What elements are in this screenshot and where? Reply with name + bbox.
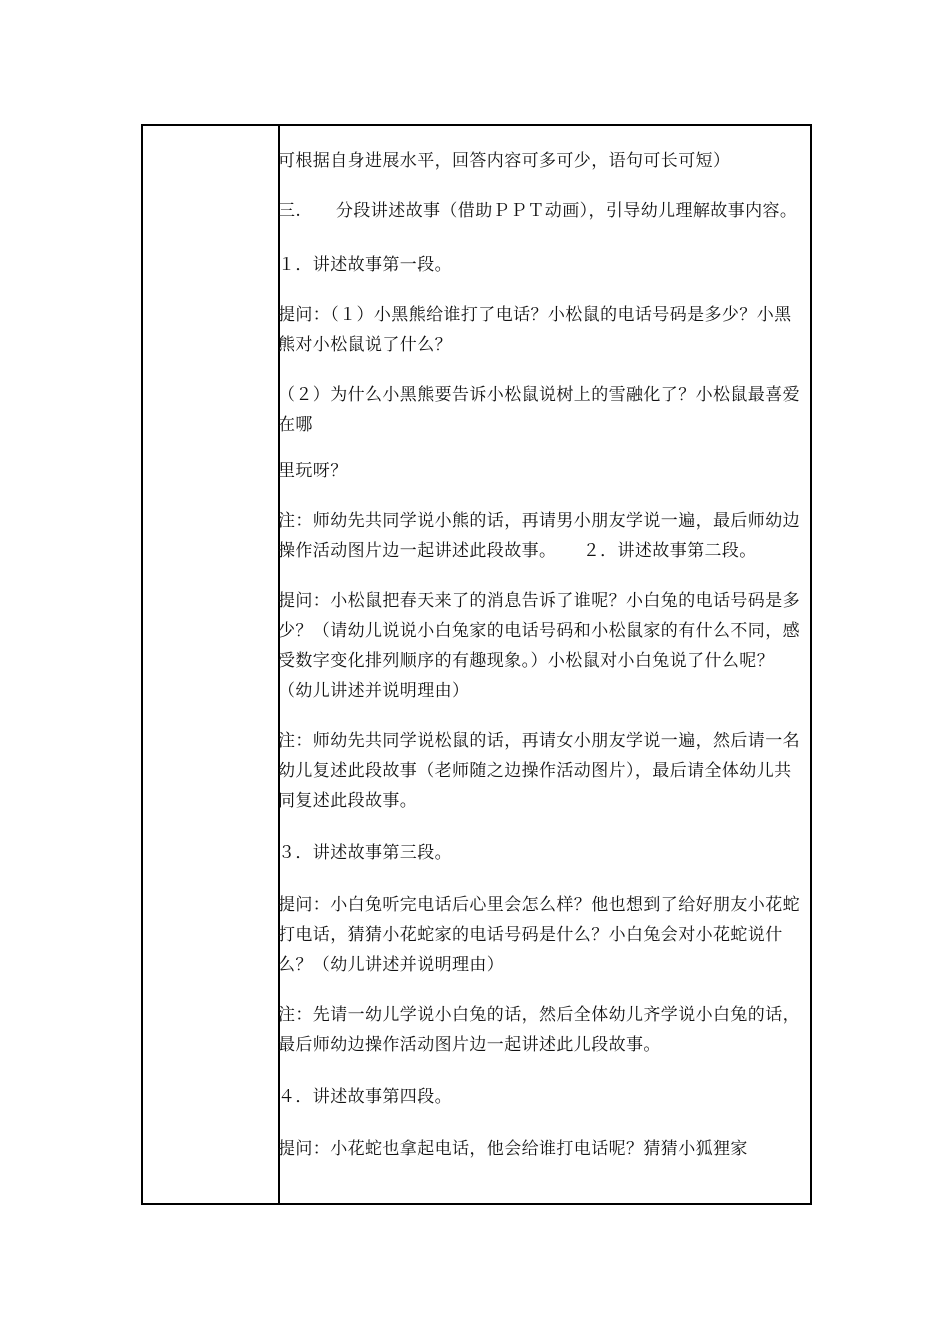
paragraph-14: 提问：小花蛇也拿起电话，他会给谁打电话呢？猜猜小狐狸家: [278, 1139, 748, 1159]
paragraph-4: 提问：（１）小黑熊给谁打了电话？小松鼠的电话号码是多少？小黑熊对小松鼠说了什么？: [278, 305, 792, 355]
paragraph-10: ３．讲述故事第三段。: [278, 843, 452, 863]
right-column-content: [278, 146, 808, 1164]
paragraph-6: 里玩呀？: [278, 461, 348, 481]
paragraph-3: １．讲述故事第一段。: [278, 255, 452, 275]
paragraph-12: 注：先请一幼儿学说小白兔的话，然后全体幼儿齐学说小白兔的话，最后师幼边操作活动图片边一起讲述此儿段故事。: [278, 1005, 800, 1055]
paragraph-11: 提问：小白兔听完电话后心里会怎么样？他也想到了给好朋友小花蛇打电话，猜猜小花蛇家的电话号码是什么？小白兔会对小花蛇说什么？（幼儿讲述并说明理由）: [278, 895, 800, 975]
paragraph-2: 三. 分段讲述故事（借助ＰＰＴ动画），引导幼儿理解故事内容。: [278, 201, 798, 221]
left-column-cell: [143, 126, 278, 1203]
paragraph-7: 注：师幼先共同学说小熊的话，再请男小朋友学说一遍，最后师幼边操作活动图片边一起讲述此段故事。 ２．讲述故事第二段。: [278, 511, 800, 561]
paragraph-9: 注：师幼先共同学说松鼠的话，再请女小朋友学说一遍，然后请一名幼儿复述此段故事（老师随之边操作活动图片），最后请全体幼儿共同复述此段故事。: [278, 731, 800, 811]
paragraph-13: ４．讲述故事第四段。: [278, 1087, 452, 1107]
paragraph-5: （２）为什么小黑熊要告诉小松鼠说树上的雪融化了？小松鼠最喜爱在哪: [278, 385, 800, 435]
paragraph-8: 提问：小松鼠把春天来了的消息告诉了谁呢？小白兔的电话号码是多少？（请幼儿说说小白兔家的电话号码和小松鼠家的有什么不同，感受数字变化排列顺序的有趣现象。）小松鼠对小白兔说了什么呢？（幼儿讲述并说明理由）: [278, 591, 800, 701]
paragraph-1: 可根据自身进展水平，回答内容可多可少，语句可长可短）: [278, 151, 731, 171]
